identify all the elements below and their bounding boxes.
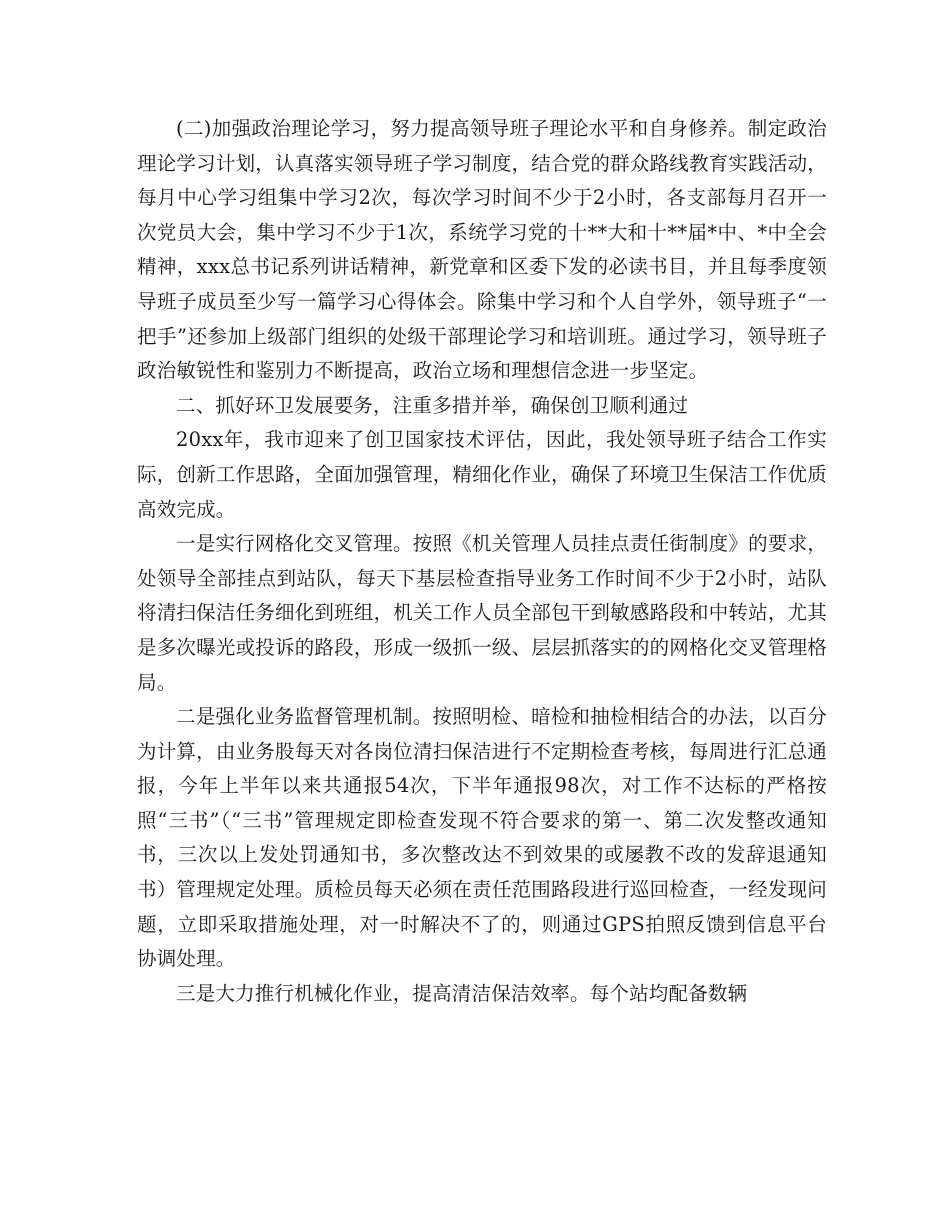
paragraph-mechanization: 三是大力推行机械化作业，提高清洁保洁效率。每个站均配备数辆 [176,981,748,1005]
paragraph-grid-management: 一是实行网格化交叉管理。按照《机关管理人员挂点责任街制度》的要求，处领导全部挂点到站队，每天下基层检查指导业务工作时间不少于2小时，站队将清扫保洁任务细化到班组，机关工作人员全部包干到敏感路段和中转站，尤其是多次曝光或投诉的路段，形成一级抓一级、层层抓落实的的网格化交叉管理格局。 [137,532,827,694]
section-heading-sanitation: 二、抓好环卫发展要务，注重多措并举，确保创卫顺利通过 [176,393,689,417]
paragraph-assessment-intro: 20xx年，我市迎来了创卫国家技术评估，因此，我处领导班子结合工作实际，创新工作思路，全面加强管理，精细化作业，确保了环境卫生保洁工作优质高效完成。 [137,428,827,521]
paragraph-supervision-mechanism: 二是强化业务监督管理机制。按照明检、暗检和抽检相结合的办法，以百分为计算，由业务股每天对各岗位清扫保洁进行不定期检查考核，每周进行汇总通报，今年上半年以来共通报54次，下半年通报98次，对工作不达标的严格按照“三书”（“三书”管理规定即检查发现不符合要求的第一、第二次发整改通知书，三次以上发处罚通知书，多次整改达不到效果的或屡教不改的发辞退通知书）管理规定处理。质检员每天必须在责任范围路段进行巡回检查，一经发现问题，立即采取措施处理，对一时解决不了的，则通过GPS拍照反馈到信息平台协调处理。 [137,705,827,971]
document-body [137,112,827,1011]
paragraph-political-study: (二)加强政治理论学习，努力提高领导班子理论水平和自身修养。制定政治理论学习计划，认真落实领导班子学习制度，结合党的群众路线教育实践活动，每月中心学习组集中学习2次，每次学习时间不少于2小时，各支部每月召开一次党员大会，集中学习不少于1次，系统学习党的十**大和十**届*中、*中全会精神，xxx总书记系列讲话精神，新党章和区委下发的必读书目，并且每季度领导班子成员至少写一篇学习心得体会。除集中学习和个人自学外，领导班子“一把手”还参加上级部门组织的处级干部理论学习和培训班。通过学习，领导班子政治敏锐性和鉴别力不断提高，政治立场和理想信念进一步坚定。 [137,117,827,383]
